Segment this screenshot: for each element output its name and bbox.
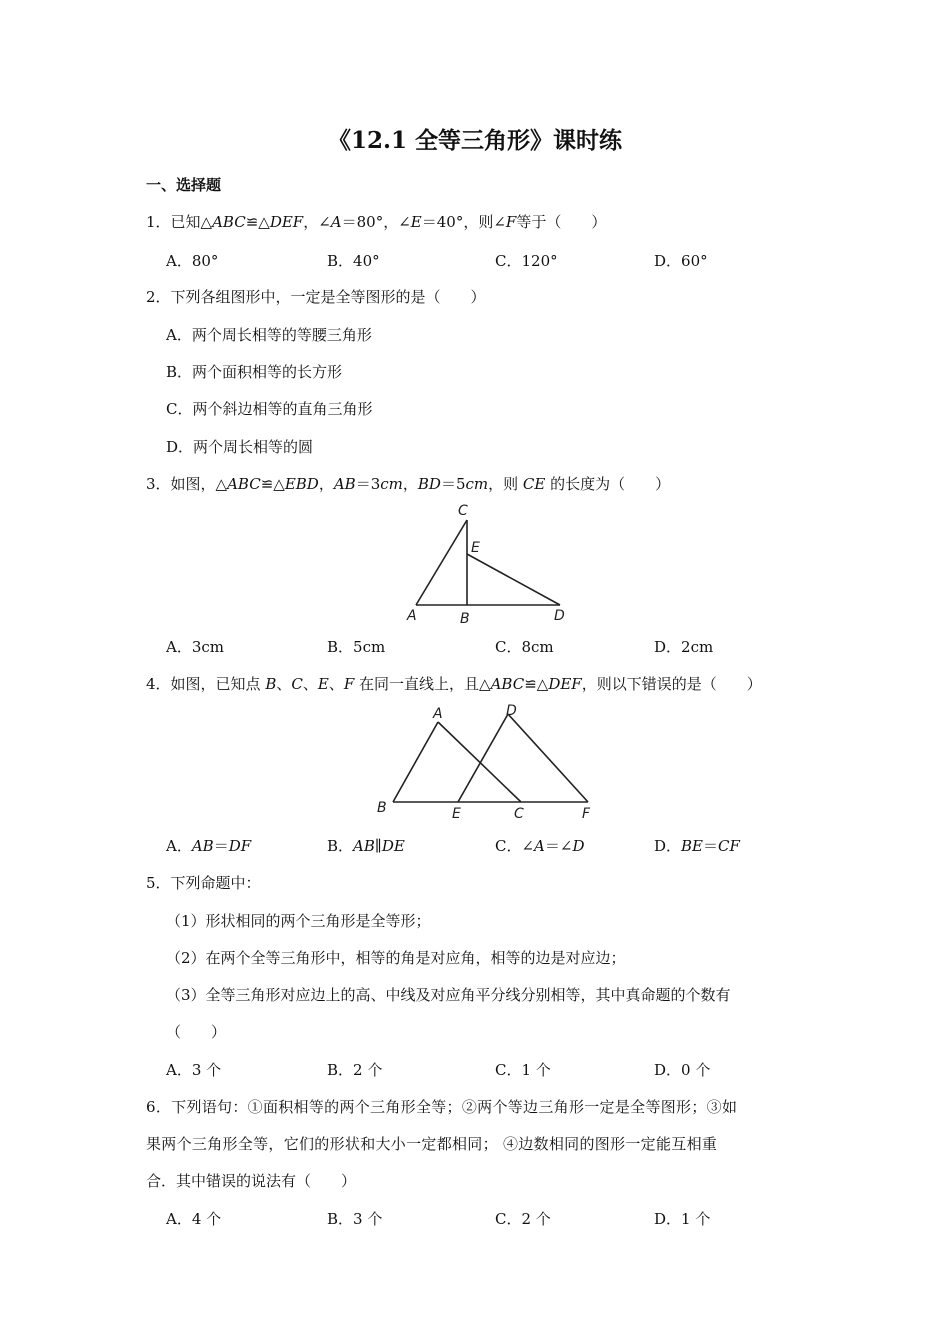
question-2-option-c: C．两个斜边相等的直角三角形 — [166, 400, 373, 418]
question-3-figure — [400, 498, 575, 628]
question-4-figure — [370, 698, 605, 826]
question-5-option-b: B．2 个 — [327, 1061, 383, 1079]
question-5-option-d: D．0 个 — [654, 1061, 711, 1079]
question-5-item-3: （3）全等三角形对应边上的高、中线及对应角平分线分别相等，其中真命题的个数有 — [166, 986, 731, 1004]
question-1-option-a: A．80° — [166, 252, 219, 270]
question-3-option-a: A．3cm — [166, 638, 225, 656]
question-5-item-2: （2）在两个全等三角形中，相等的角是对应角，相等的边是对应边； — [166, 949, 626, 967]
label-a: A — [433, 706, 443, 722]
label-e: E — [452, 806, 461, 822]
question-2-option-b: B．两个面积相等的长方形 — [166, 363, 343, 381]
question-5-bracket: （ ） — [166, 1023, 227, 1041]
question-6-option-a: A．4 个 — [166, 1210, 222, 1228]
question-6-line-3: 合．其中错误的说法有（ ） — [146, 1172, 357, 1190]
segment-ac — [438, 722, 521, 802]
segment-ac — [416, 520, 467, 605]
segment-de — [458, 714, 508, 802]
question-3-stem: 3．如图，△ABC≌△EBD，AB＝3cm，BD＝5cm，则 CE 的长度为（ ） — [146, 475, 671, 493]
label-b: B — [377, 800, 387, 816]
question-5-option-a: A．3 个 — [166, 1061, 222, 1079]
question-1-option-b: B．40° — [327, 252, 380, 270]
label-e: E — [471, 540, 480, 556]
question-6-line-2: 果两个三角形全等，它们的形状和大小一定都相同； ④边数相同的图形一定能互相重 — [146, 1135, 718, 1153]
question-4-option-d: D．BE＝CF — [654, 837, 740, 855]
question-2-option-a: A．两个周长相等的等腰三角形 — [166, 326, 372, 344]
segment-ab — [393, 722, 438, 802]
question-6-line-1: 6．下列语句：①面积相等的两个三角形全等；②两个等边三角形一定是全等图形；③如 — [146, 1098, 738, 1116]
question-6-option-c: C．2 个 — [495, 1210, 551, 1228]
question-1-option-d: D．60° — [654, 252, 708, 270]
question-5-item-1: （1）形状相同的两个三角形是全等形； — [166, 912, 431, 930]
question-3-option-b: B．5cm — [327, 638, 386, 656]
label-f: F — [582, 806, 591, 822]
question-5-stem: 5．下列命题中： — [146, 874, 261, 892]
section-heading: 一、选择题 — [146, 176, 222, 194]
label-d: D — [506, 703, 517, 719]
label-c: C — [458, 503, 468, 519]
question-4-stem: 4．如图，已知点 B、C、E、F 在同一直线上，且△ABC≌△DEF，则以下错误的是（ ） — [146, 675, 762, 693]
label-c: C — [514, 806, 524, 822]
question-5-option-c: C．1 个 — [495, 1061, 551, 1079]
question-4-option-c: C．∠A＝∠D — [495, 837, 585, 855]
question-3-option-d: D．2cm — [654, 638, 714, 656]
segment-df — [508, 714, 588, 802]
page-title: 《12.1 全等三角形》课时练 — [327, 127, 623, 154]
label-d: D — [554, 608, 565, 624]
question-3-option-c: C．8cm — [495, 638, 554, 656]
question-1-option-c: C．120° — [495, 252, 558, 270]
question-2-option-d: D．两个周长相等的圆 — [166, 438, 314, 456]
question-6-option-b: B．3 个 — [327, 1210, 383, 1228]
question-1-stem: 1．已知△ABC≌△DEF，∠A＝80°，∠E＝40°，则∠F等于（ ） — [146, 213, 607, 231]
segment-ed — [467, 554, 560, 605]
label-b: B — [460, 611, 470, 627]
question-4-option-b: B．AB∥DE — [327, 837, 405, 855]
question-2-stem: 2．下列各组图形中，一定是全等图形的是（ ） — [146, 288, 486, 306]
label-a: A — [407, 608, 417, 624]
question-4-option-a: A．AB＝DF — [166, 837, 252, 855]
question-6-option-d: D．1 个 — [654, 1210, 711, 1228]
